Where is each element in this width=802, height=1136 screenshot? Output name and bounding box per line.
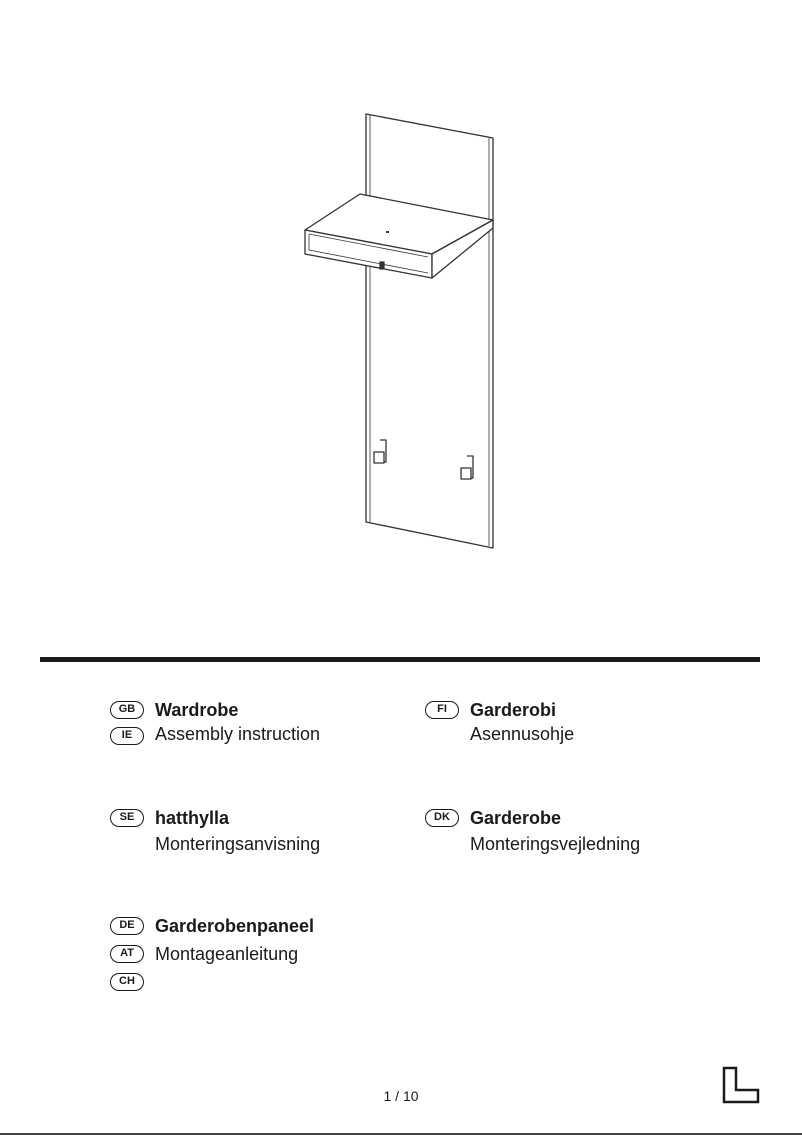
lang-badge-se: SE [110,809,144,827]
section-title: Garderobi [470,700,557,720]
lang-badge-ie: IE [110,727,144,745]
lang-badge-at: AT [110,945,144,963]
section-title: hatthylla [155,808,230,828]
section-title: Wardrobe [155,700,239,720]
section-divider [40,657,760,662]
section-subtitle: Montageanleitung [155,944,299,964]
lang-badge-dk: DK [425,809,459,827]
lang-badge-fi: FI [425,701,459,719]
section-subtitle: Asennusohje [470,724,575,744]
section-title: Garderobenpaneel [155,916,315,936]
section-subtitle: Assembly instruction [155,724,321,744]
lang-badge-gb: GB [110,701,144,719]
section-subtitle: Monteringsanvisning [155,834,321,854]
lang-badge-ch: CH [110,973,144,991]
page-number: 1 / 10 [383,1088,419,1104]
section-title: Garderobe [470,808,562,828]
page-bottom-border [0,1133,802,1135]
brand-logo-icon [722,1066,760,1104]
section-subtitle: Monteringsvejledning [470,834,641,854]
lang-badge-de: DE [110,917,144,935]
